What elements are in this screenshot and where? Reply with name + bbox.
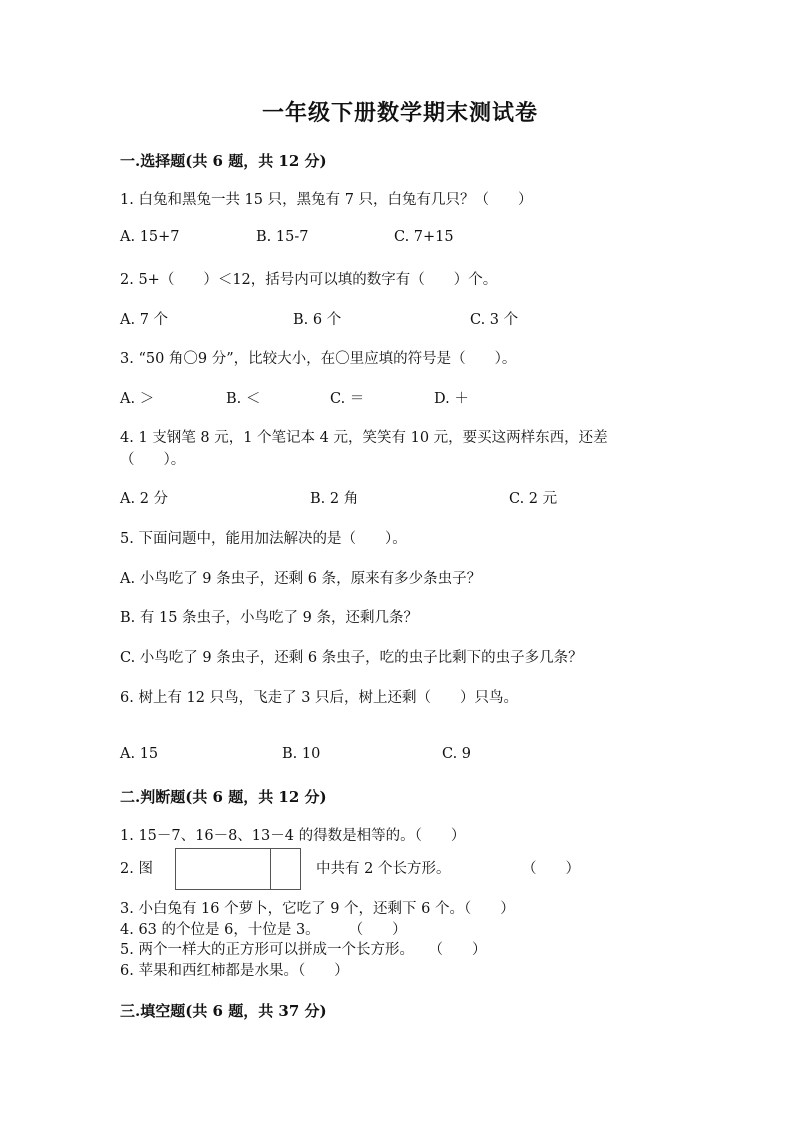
q3-option-d: D. ＋ — [434, 391, 469, 407]
judge-question-1: 1. 15－7、16－8、13－4 的得数是相等的。（ ） — [120, 828, 466, 844]
choice-question-4-continued: （ ）。 — [120, 452, 186, 468]
judge-question-4: 4. 63 的个位是 6，十位是 3。 （ ） — [120, 922, 407, 938]
q4-option-b: B. 2 角 — [310, 491, 359, 507]
q6-option-b: B. 10 — [282, 746, 321, 762]
section-heading-fill: 三.填空题(共 6 题，共 37 分) — [120, 1002, 327, 1020]
q1-option-a: A. 15+7 — [120, 229, 180, 245]
choice-question-4: 4. 1 支钢笔 8 元，1 个笔记本 4 元，笑笑有 10 元，要买这两样东西，还差 — [120, 430, 608, 446]
rectangle-divider-line — [270, 849, 271, 889]
judge-question-6: 6. 苹果和西红柿都是水果。（ ） — [120, 963, 349, 979]
q6-option-c: C. 9 — [442, 746, 472, 762]
choice-question-3: 3. “50 角〇9 分”，比较大小，在〇里应填的符号是（ ）。 — [120, 351, 517, 367]
q3-option-b: B. ＜ — [226, 391, 261, 407]
choice-question-6: 6. 树上有 12 只鸟，飞走了 3 只后，树上还剩（ ）只鸟。 — [120, 690, 519, 706]
choice-question-2: 2. 5+（ ）＜12，括号内可以填的数字有（ ）个。 — [120, 272, 498, 288]
choice-question-1: 1. 白兔和黑兔一共 15 只，黑兔有 7 只，白兔有几只？（ ） — [120, 192, 533, 208]
q2-option-b: B. 6 个 — [293, 312, 342, 328]
judge-question-2-paren: （ ） — [522, 861, 580, 877]
judge-question-3: 3. 小白兔有 16 个萝卜，它吃了 9 个，还剩下 6 个。（ ） — [120, 901, 515, 917]
section-heading-choice: 一.选择题(共 6 题，共 12 分) — [120, 152, 327, 170]
q4-option-a: A. 2 分 — [120, 491, 169, 507]
q5-option-b: B. 有 15 条虫子，小鸟吃了 9 条，还剩几条？ — [120, 610, 418, 626]
judge-question-2-prefix: 2. 图 — [120, 861, 153, 877]
choice-question-5: 5. 下面问题中，能用加法解决的是（ ）。 — [120, 531, 407, 547]
q6-option-a: A. 15 — [120, 746, 159, 762]
rectangle-figure — [175, 848, 301, 890]
section-heading-judge: 二.判断题(共 6 题，共 12 分) — [120, 788, 327, 806]
q5-option-c: C. 小鸟吃了 9 条虫子，还剩 6 条虫子，吃的虫子比剩下的虫子多几条？ — [120, 650, 583, 666]
judge-question-2-suffix: 中共有 2 个长方形。 — [316, 861, 451, 877]
q4-option-c: C. 2 元 — [509, 491, 558, 507]
q2-option-c: C. 3 个 — [470, 312, 519, 328]
q1-option-b: B. 15-7 — [256, 229, 309, 245]
q1-option-c: C. 7+15 — [394, 229, 454, 245]
judge-question-5: 5. 两个一样大的正方形可以拼成一个长方形。 （ ） — [120, 942, 487, 958]
page-title: 一年级下册数学期末测试卷 — [261, 100, 538, 126]
q3-option-c: C. ＝ — [330, 391, 365, 407]
q2-option-a: A. 7 个 — [120, 312, 169, 328]
q3-option-a: A. ＞ — [120, 391, 155, 407]
q5-option-a: A. 小鸟吃了 9 条虫子，还剩 6 条，原来有多少条虫子？ — [120, 571, 482, 587]
